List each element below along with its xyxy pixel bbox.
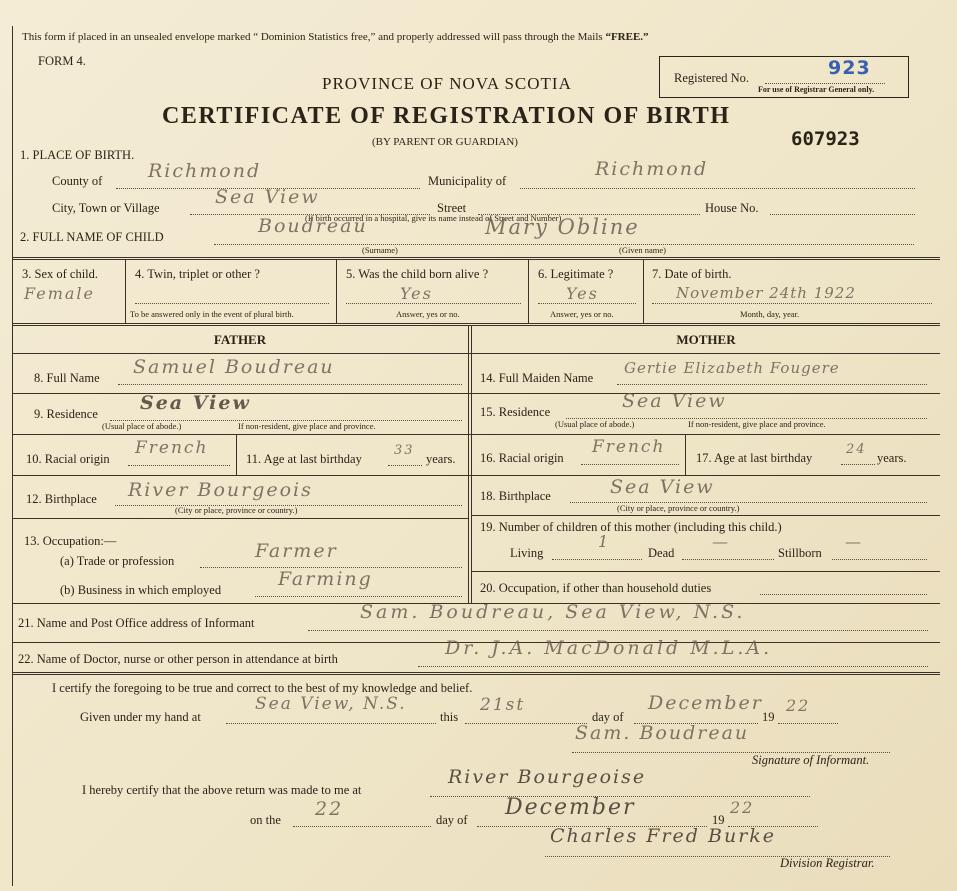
- province-heading: PROVINCE OF NOVA SCOTIA: [322, 74, 572, 93]
- municipality-label: Municipality of: [428, 174, 507, 188]
- mother-residence-note-a: (Usual place of abode.): [555, 419, 635, 429]
- certify-dayof-label: day of: [592, 710, 624, 724]
- informant-value: Sam. Boudreau, Sea View, N.S.: [360, 601, 746, 623]
- registrar-dayof-label: day of: [436, 813, 468, 827]
- registrar-month-value: December: [505, 795, 636, 820]
- municipality-value: Richmond: [595, 158, 709, 180]
- occupation-label: 13. Occupation:—: [24, 534, 117, 548]
- father-years: years.: [426, 452, 456, 466]
- given-caption: (Given name): [619, 245, 666, 255]
- registrar-year-value: 22: [730, 798, 755, 817]
- dead-label: Dead: [648, 546, 675, 560]
- father-residence-value: Sea View: [140, 392, 251, 414]
- on-the-label: on the: [250, 813, 281, 827]
- father-residence-label: 9. Residence: [34, 407, 98, 421]
- father-racial-value: French: [135, 438, 209, 458]
- stillborn-label: Stillborn: [778, 546, 822, 560]
- registrar-year-prefix: 19: [712, 813, 725, 827]
- dead-value: —: [712, 532, 730, 551]
- registrar-statement: I hereby certify that the above return was made to me at: [82, 783, 362, 797]
- informant-signature-caption: Signature of Informant.: [752, 753, 870, 767]
- form-number: FORM 4.: [38, 54, 86, 68]
- given-under-label: Given under my hand at: [80, 710, 201, 724]
- postal-notice: [22, 31, 649, 43]
- father-name-value: Samuel Boudreau: [133, 356, 335, 378]
- alive-label: 5. Was the child born alive ?: [346, 267, 489, 281]
- mother-residence-value: Sea View: [622, 390, 727, 412]
- father-residence-note-a: (Usual place of abode.): [102, 421, 182, 431]
- children-count-label: 19. Number of children of this mother (including this child.): [480, 520, 782, 534]
- legitimate-label: 6. Legitimate ?: [538, 267, 614, 281]
- trade-label: (a) Trade or profession: [60, 554, 175, 568]
- mother-racial-label: 16. Racial origin: [480, 451, 564, 465]
- living-label: Living: [510, 546, 544, 560]
- mother-birthplace-note: (City or place, province or country.): [617, 503, 740, 513]
- mother-birthplace-label: 18. Birthplace: [480, 489, 551, 503]
- certify-month-value: December: [648, 692, 763, 714]
- legitimate-note: Answer, yes or no.: [550, 309, 614, 319]
- mother-name-label: 14. Full Maiden Name: [480, 371, 594, 385]
- mother-years: years.: [877, 451, 907, 465]
- stillborn-value: —: [845, 532, 863, 551]
- this-label: this: [440, 710, 459, 724]
- father-birthplace-note: (City or place, province or country.): [175, 505, 298, 515]
- child-name-label: 2. FULL NAME OF CHILD: [20, 230, 164, 244]
- father-birthplace-label: 12. Birthplace: [26, 492, 97, 506]
- mother-birthplace-value: Sea View: [610, 476, 715, 498]
- doctor-label: 22. Name of Doctor, nurse or other person in attendance at birth: [18, 652, 338, 666]
- twin-note: To be answered only in the event of plural birth.: [130, 309, 294, 319]
- registrar-place-value: River Bourgeoise: [448, 766, 647, 788]
- dob-label: 7. Date of birth.: [652, 267, 732, 281]
- sex-value: Female: [24, 284, 95, 303]
- doctor-value: Dr. J.A. MacDonald M.L.A.: [445, 637, 773, 659]
- mother-residence-note-b: If non-resident, give place and province.: [688, 419, 826, 429]
- dob-note: Month, day, year.: [740, 309, 800, 319]
- city-value: Sea View: [215, 186, 320, 208]
- street-label: Street: [437, 201, 467, 215]
- mother-occupation-label: 20. Occupation, if other than household duties: [480, 581, 712, 595]
- twin-label: 4. Twin, triplet or other ?: [135, 267, 260, 281]
- city-label: City, Town or Village: [52, 201, 160, 215]
- father-name-label: 8. Full Name: [34, 371, 100, 385]
- mother-age-value: 24: [846, 442, 867, 457]
- father-birthplace-value: River Bourgeois: [128, 479, 313, 501]
- father-residence-note-b: If non-resident, give place and province.: [238, 421, 376, 431]
- mother-heading: MOTHER: [676, 332, 736, 347]
- child-surname: Boudreau: [258, 215, 368, 237]
- business-label: (b) Business in which employed: [60, 583, 222, 597]
- father-age-label: 11. Age at last birthday: [246, 452, 362, 466]
- legitimate-value: Yes: [566, 284, 599, 303]
- mother-age-label: 17. Age at last birthday: [696, 451, 813, 465]
- registrar-signature: Charles Fred Burke: [550, 825, 777, 847]
- given-place-value: Sea View, N.S.: [255, 694, 407, 714]
- registrar-day-value: 22: [315, 798, 344, 820]
- alive-note: Answer, yes or no.: [396, 309, 460, 319]
- living-value: 1: [598, 532, 611, 551]
- registrar-caption: Division Registrar.: [780, 856, 875, 870]
- postal-notice-text: This form if placed in an unsealed envelope marked “ Dominion Statistics free,” and properly addressed will pass through the Mails: [22, 31, 603, 43]
- hospital-note: (If birth occurred in a hospital, give its name instead of Street and Number): [305, 213, 562, 223]
- registered-number: 923: [828, 57, 871, 79]
- house-label: House No.: [705, 201, 759, 215]
- certify-year-value: 22: [786, 696, 811, 715]
- certify-day-value: 21st: [480, 695, 526, 715]
- father-heading: FATHER: [213, 332, 267, 347]
- surname-caption: (Surname): [362, 245, 398, 255]
- mother-residence-label: 15. Residence: [480, 405, 551, 419]
- certify-year-prefix: 19: [762, 710, 775, 724]
- registration-box: [659, 56, 909, 98]
- registrar-use-note: For use of Registrar General only.: [758, 85, 875, 94]
- county-value: Richmond: [148, 160, 262, 182]
- informant-signature: Sam. Boudreau: [575, 722, 750, 744]
- alive-value: Yes: [400, 284, 433, 303]
- registered-label: Registered No.: [674, 71, 749, 85]
- trade-value: Farmer: [255, 540, 338, 562]
- mother-racial-value: French: [592, 437, 666, 457]
- county-label: County of: [52, 174, 103, 188]
- document-title: CERTIFICATE OF REGISTRATION OF BIRTH: [162, 103, 731, 129]
- left-border: [12, 26, 13, 886]
- place-heading: 1. PLACE OF BIRTH.: [20, 148, 135, 162]
- dob-value: November 24th 1922: [676, 284, 856, 302]
- sex-label: 3. Sex of child.: [22, 267, 99, 281]
- stamped-number: 607923: [791, 128, 860, 150]
- postal-notice-free: “FREE.”: [605, 31, 649, 43]
- mother-name-value: Gertie Elizabeth Fougere: [624, 359, 840, 377]
- father-racial-label: 10. Racial origin: [26, 452, 110, 466]
- informant-label: 21. Name and Post Office address of Informant: [18, 616, 255, 630]
- certify-statement: I certify the foregoing to be true and correct to the best of my knowledge and belief.: [52, 681, 473, 695]
- business-value: Farming: [278, 568, 373, 590]
- document-subtitle: (BY PARENT OR GUARDIAN): [372, 136, 518, 148]
- child-given-name: Mary Obline: [485, 215, 640, 239]
- father-age-value: 33: [394, 443, 415, 458]
